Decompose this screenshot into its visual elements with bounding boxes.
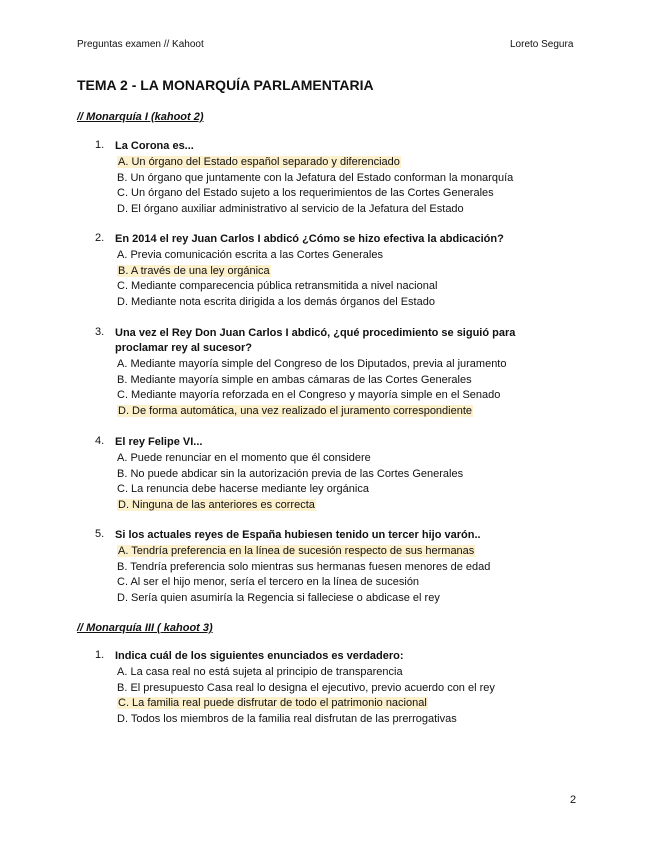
- option-item: [117, 264, 565, 280]
- option-item: [117, 696, 565, 712]
- question-number: 5.: [95, 528, 105, 540]
- question-item: [95, 649, 565, 727]
- option-text: C. Mediante comparecencia pública retransmitida a nivel nacional: [117, 280, 438, 292]
- question-text: Indica cuál de los siguientes enunciados es verdadero:: [115, 650, 404, 662]
- question-text: El rey Felipe VI...: [115, 436, 203, 448]
- question-text: La Corona es...: [115, 140, 194, 152]
- header-left: Preguntas examen // Kahoot: [77, 39, 204, 50]
- question-text: Una vez el Rey Don Juan Carlos I abdicó, ¿qué procedimiento se siguió para proclamar rey al sucesor?: [115, 327, 516, 354]
- option-item: [117, 665, 565, 681]
- option-item: [117, 467, 565, 483]
- option-text: A. Puede renunciar en el momento que él considere: [117, 452, 371, 464]
- question-item: [95, 139, 565, 217]
- option-text: A. Tendría preferencia en la línea de sucesión respecto de sus hermanas: [118, 545, 475, 557]
- option-item: [117, 712, 565, 728]
- option-item: [117, 544, 565, 560]
- option-text: B. A través de una ley orgánica: [118, 264, 270, 277]
- question-item: [95, 435, 565, 513]
- option-item: [117, 373, 565, 389]
- section-title: // Monarquía III ( kahoot 3): [77, 622, 213, 634]
- option-text: A. Previa comunicación escrita a las Cortes Generales: [117, 249, 383, 261]
- option-text: C. Un órgano del Estado sujeto a los requerimientos de las Cortes Generales: [117, 187, 494, 199]
- document-title: TEMA 2 - LA MONARQUÍA PARLAMENTARIA: [77, 77, 374, 93]
- question-text: En 2014 el rey Juan Carlos I abdicó ¿Cómo se hizo efectiva la abdicación?: [115, 233, 504, 245]
- question-item: [95, 528, 565, 606]
- question-number: 1.: [95, 139, 105, 151]
- option-list: [95, 248, 565, 310]
- option-item: [117, 404, 565, 420]
- option-text: D. Todos los miembros de la familia real disfrutan de las prerrogativas: [117, 712, 457, 725]
- option-item: [117, 357, 565, 373]
- page-number: 2: [570, 794, 577, 806]
- option-item: [117, 295, 565, 311]
- option-text: A. La casa real no está sujeta al principio de transparencia: [117, 666, 403, 678]
- option-list: [95, 665, 565, 727]
- option-text: B. No puede abdicar sin la autorización previa de las Cortes Generales: [117, 467, 464, 480]
- option-text: D. De forma automática, una vez realizado el juramento correspondiente: [118, 404, 473, 417]
- option-item: [117, 186, 565, 202]
- option-text: A. Un órgano del Estado español separado y diferenciado: [118, 156, 400, 168]
- question-item: [95, 232, 565, 310]
- question-item: [95, 326, 565, 419]
- option-item: [117, 591, 565, 607]
- option-item: [117, 388, 565, 404]
- option-text: C. Al ser el hijo menor, sería el tercero en la línea de sucesión: [117, 576, 420, 588]
- option-item: [117, 155, 565, 171]
- option-text: B. El presupuesto Casa real lo designa el ejecutivo, previo acuerdo con el rey: [117, 681, 495, 694]
- question-number: 3.: [95, 326, 105, 338]
- option-item: [117, 560, 565, 576]
- question-number: 2.: [95, 232, 105, 244]
- option-item: [117, 482, 565, 498]
- option-item: [117, 681, 565, 697]
- option-list: [95, 544, 565, 606]
- option-item: [117, 451, 565, 467]
- option-item: [117, 202, 565, 218]
- option-text: B. Mediante mayoría simple en ambas cámaras de las Cortes Generales: [117, 373, 472, 386]
- option-item: [117, 498, 565, 514]
- option-item: [117, 171, 565, 187]
- option-item: [117, 279, 565, 295]
- option-text: C. La renuncia debe hacerse mediante ley orgánica: [117, 483, 369, 495]
- question-text: Si los actuales reyes de España hubiesen tenido un tercer hijo varón..: [115, 529, 481, 541]
- option-text: B. Un órgano que juntamente con la Jefatura del Estado conforman la monarquía: [117, 171, 514, 184]
- option-text: C. La familia real puede disfrutar de todo el patrimonio nacional: [118, 697, 427, 709]
- option-text: D. Mediante nota escrita dirigida a los demás órganos del Estado: [117, 295, 435, 308]
- option-item: [117, 575, 565, 591]
- option-item: [117, 248, 565, 264]
- option-list: [95, 451, 565, 513]
- header-right: Loreto Segura: [510, 39, 574, 50]
- option-list: [95, 357, 565, 419]
- option-text: C. Mediante mayoría reforzada en el Congreso y mayoría simple en el Senado: [117, 389, 501, 401]
- question-number: 1.: [95, 649, 105, 661]
- option-text: B. Tendría preferencia solo mientras sus hermanas fuesen menores de edad: [117, 560, 491, 573]
- option-text: D. Ninguna de las anteriores es correcta: [118, 498, 315, 511]
- option-text: D. El órgano auxiliar administrativo al servicio de la Jefatura del Estado: [117, 202, 464, 215]
- question-number: 4.: [95, 435, 105, 447]
- option-text: A. Mediante mayoría simple del Congreso de los Diputados, previa al juramento: [117, 358, 507, 370]
- option-text: D. Sería quien asumiría la Regencia si falleciese o abdicase el rey: [117, 591, 440, 604]
- option-list: [95, 155, 565, 217]
- section-title: // Monarquía I (kahoot 2): [77, 111, 204, 123]
